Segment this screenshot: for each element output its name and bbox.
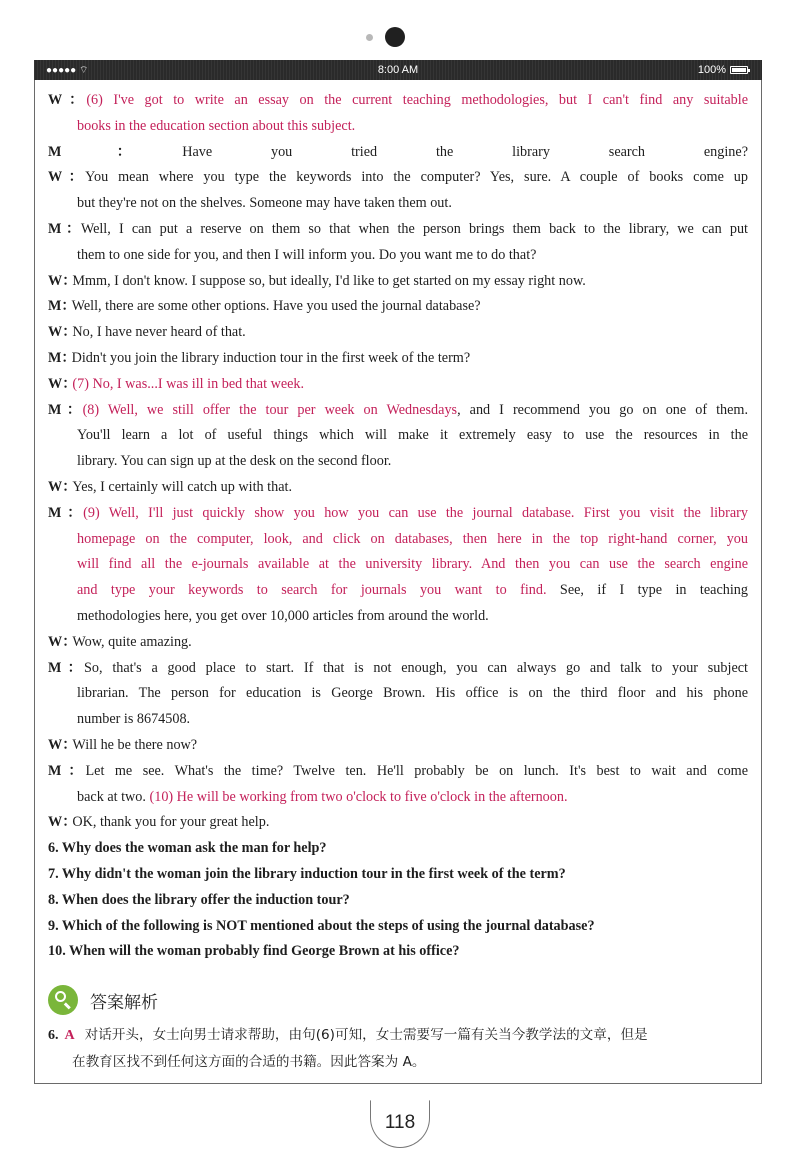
dialogue-line: W：(6) I've got to write an essay on the current teaching methodologies, but I can't find any suitable	[48, 92, 748, 108]
dialogue-text: number is 8674508.	[77, 711, 191, 728]
dialogue-line: M：Let me see. What's the time? Twelve ten. He'll probably be on lunch. It's best to wait and come	[48, 762, 748, 779]
speaker-label: W	[48, 633, 63, 650]
dialogue-line: W：No, I have never heard of that.	[48, 324, 246, 341]
question-list	[48, 836, 748, 965]
dialogue-line: W：Mmm, I don't know. I suppose so, but ideally, I'd like to get started on my essay right now.	[48, 272, 586, 289]
highlighted-text: and type your keywords to search for journals you want to find.	[77, 582, 547, 599]
dialogue-line: W：Yes, I certainly will catch up with that.	[48, 478, 292, 495]
dialogue-line	[48, 191, 748, 217]
speaker-label: W	[48, 324, 63, 341]
dialogue-transcript	[48, 88, 748, 836]
answer-text: 对话开头，女士向男士请求帮助，由句(6)可知，女士需要写一篇有关当今教学法的文章，但是	[84, 1027, 648, 1043]
page-number: 118	[384, 1112, 416, 1133]
highlighted-text: (8) Well, we still offer the tour per week on Wednesdays	[82, 401, 458, 418]
dialogue-line: W：OK, thank you for your great help.	[48, 814, 270, 831]
dialogue-line	[48, 527, 748, 553]
speaker-label: W	[48, 814, 63, 831]
dialogue-line: M：Well, there are some other options. Have you used the journal database?	[48, 298, 481, 315]
dialogue-text: Will he be there now?	[72, 736, 198, 753]
page-content	[48, 88, 748, 965]
dialogue-line: W：Will he be there now?	[48, 736, 198, 753]
highlighted-text: books in the education section about this subject.	[77, 117, 356, 134]
dialogue-line	[48, 243, 748, 269]
dialogue-line	[48, 785, 748, 811]
dialogue-line: W：You mean where you type the keywords into the computer? Yes, sure. A couple of books come up	[48, 169, 748, 186]
dialogue-line: W：Wow, quite amazing.	[48, 633, 192, 650]
dialogue-text: Mmm, I don't know. I suppose so, but ideally, I'd like to get started on my essay right now.	[72, 272, 586, 289]
question-item: 8. When does the library offer the induction tour?	[48, 891, 350, 908]
highlighted-text: (9) Well, I'll just quickly show you how you can use the journal database. First you visit the library	[83, 504, 748, 521]
dialogue-line: W：(7) No, I was...I was ill in bed that week.	[48, 375, 305, 392]
page-number-badge	[370, 1100, 430, 1148]
dialogue-line	[48, 423, 748, 449]
camera-lens	[385, 27, 405, 47]
dialogue-text: library. You can sign up at the desk on the second floor.	[77, 453, 392, 470]
answer-letter: A	[64, 1028, 75, 1043]
dialogue-text: Have you tried the library search engine?	[182, 143, 748, 160]
dialogue-line: M：Well, I can put a reserve on them so that when the person brings them back to the library, we can put	[48, 220, 748, 237]
dialogue-line	[48, 604, 748, 630]
dialogue-text: , and I recommend you go on one of them.	[457, 401, 748, 418]
dialogue-text: You'll learn a lot of useful things which will make it extremely easy to use the resources in the	[77, 427, 748, 444]
question-item: 6. Why does the woman ask the man for help?	[48, 840, 327, 857]
highlighted-text: (7) No, I was...I was ill in bed that week.	[72, 375, 305, 392]
speaker-label: M	[48, 659, 62, 676]
speaker-label: M	[48, 762, 62, 779]
dialogue-text: Wow, quite amazing.	[72, 633, 192, 650]
dialogue-text: So, that's a good place to start. If that is not enough, you can always go and talk to your subject	[84, 659, 748, 676]
dialogue-line	[48, 707, 748, 733]
speaker-label: M	[48, 401, 62, 418]
dialogue-text: Yes, I certainly will catch up with that.	[72, 478, 292, 495]
speaker-label: W	[48, 92, 63, 108]
sensor-dot	[366, 34, 373, 41]
highlighted-text: homepage on the computer, look, and click on databases, then here in the top right-hand corner, you	[77, 530, 748, 547]
speaker-label: W	[48, 736, 63, 753]
answer-section-header	[48, 985, 158, 1015]
answer-number: 6.	[48, 1028, 59, 1043]
signal-icon: ●●●●● ⌔	[46, 65, 89, 76]
speaker-label: M	[48, 143, 62, 160]
dialogue-text: Let me see. What's the time? Twelve ten. He'll probably be on lunch. It's best to wait and come	[85, 762, 748, 779]
speaker-label: W	[48, 272, 63, 289]
question-item: 9. Which of the following is NOT mentioned about the steps of using the journal database?	[48, 917, 595, 934]
dialogue-text: librarian. The person for education is George Brown. His office is on the third floor and his phone	[77, 685, 748, 702]
speaker-label: M	[48, 298, 62, 315]
dialogue-text: but they're not on the shelves. Someone may have taken them out.	[77, 195, 452, 212]
status-bar	[34, 60, 762, 80]
dialogue-line: M：Didn't you join the library induction tour in the first week of the term?	[48, 349, 471, 366]
dialogue-line	[48, 449, 748, 475]
question-item: 10. When will the woman probably find George Brown at his office?	[48, 943, 460, 960]
answer-line-1	[48, 1022, 748, 1049]
section-title: 答案解析	[90, 992, 158, 1013]
speaker-label: M	[48, 349, 62, 366]
dialogue-text: Well, there are some other options. Have you used the journal database?	[71, 298, 481, 315]
highlighted-text: will find all the e-journals available at the university library. And then you can use the search engine	[77, 556, 748, 573]
dialogue-text: Didn't you join the library induction tour in the first week of the term?	[71, 349, 471, 366]
dialogue-line	[48, 681, 748, 707]
status-time: 8:00 AM	[377, 64, 419, 76]
battery-indicator	[698, 64, 748, 76]
speaker-label: M	[48, 504, 62, 521]
dialogue-text: See, if I type in teaching	[546, 582, 748, 599]
answer-line-2	[48, 1049, 748, 1076]
dialogue-line: M：So, that's a good place to start. If that is not enough, you can always go and talk to your subject	[48, 659, 748, 676]
answer-explanation	[48, 1022, 748, 1076]
dialogue-text: No, I have never heard of that.	[72, 324, 246, 341]
highlighted-text: (10) He will be working from two o'clock to five o'clock in the afternoon.	[149, 788, 568, 805]
dialogue-line: M：(9) Well, I'll just quickly show you how you can use the journal database. First you visit the library	[48, 504, 748, 521]
speaker-label: W	[48, 169, 63, 186]
dialogue-line: M：(8) Well, we still offer the tour per week on Wednesdays, and I recommend you go on one of them.	[48, 401, 748, 418]
magnifier-icon	[48, 985, 78, 1015]
speaker-label: M	[48, 220, 62, 237]
dialogue-line	[48, 552, 748, 578]
dialogue-text: methodologies here, you get over 10,000 articles from around the world.	[77, 607, 489, 624]
battery-percent: 100%	[697, 64, 726, 76]
answer-text: 在教育区找不到任何这方面的合适的书籍。因此答案为 A。	[72, 1054, 426, 1070]
dialogue-text: OK, thank you for your great help.	[72, 814, 270, 831]
dialogue-text: back at two.	[77, 788, 150, 805]
dialogue-line	[48, 578, 748, 604]
dialogue-text: You mean where you type the keywords into the computer? Yes, sure. A couple of books come up	[85, 169, 748, 186]
camera-bar	[0, 26, 800, 50]
speaker-label: W	[48, 375, 63, 392]
battery-icon	[730, 66, 748, 74]
dialogue-line	[48, 114, 748, 140]
question-item: 7. Why didn't the woman join the library induction tour in the first week of the term?	[48, 865, 566, 882]
dialogue-text: Well, I can put a reserve on them so that when the person brings them back to the library, we can put	[80, 220, 748, 237]
speaker-label: W	[48, 478, 63, 495]
dialogue-text: them to one side for you, and then I will inform you. Do you want me to do that?	[77, 246, 537, 263]
dialogue-line: M：Have you tried the library search engine?	[48, 143, 748, 160]
highlighted-text: (6) I've got to write an essay on the current teaching methodologies, but I can't find any suitable	[86, 92, 748, 108]
